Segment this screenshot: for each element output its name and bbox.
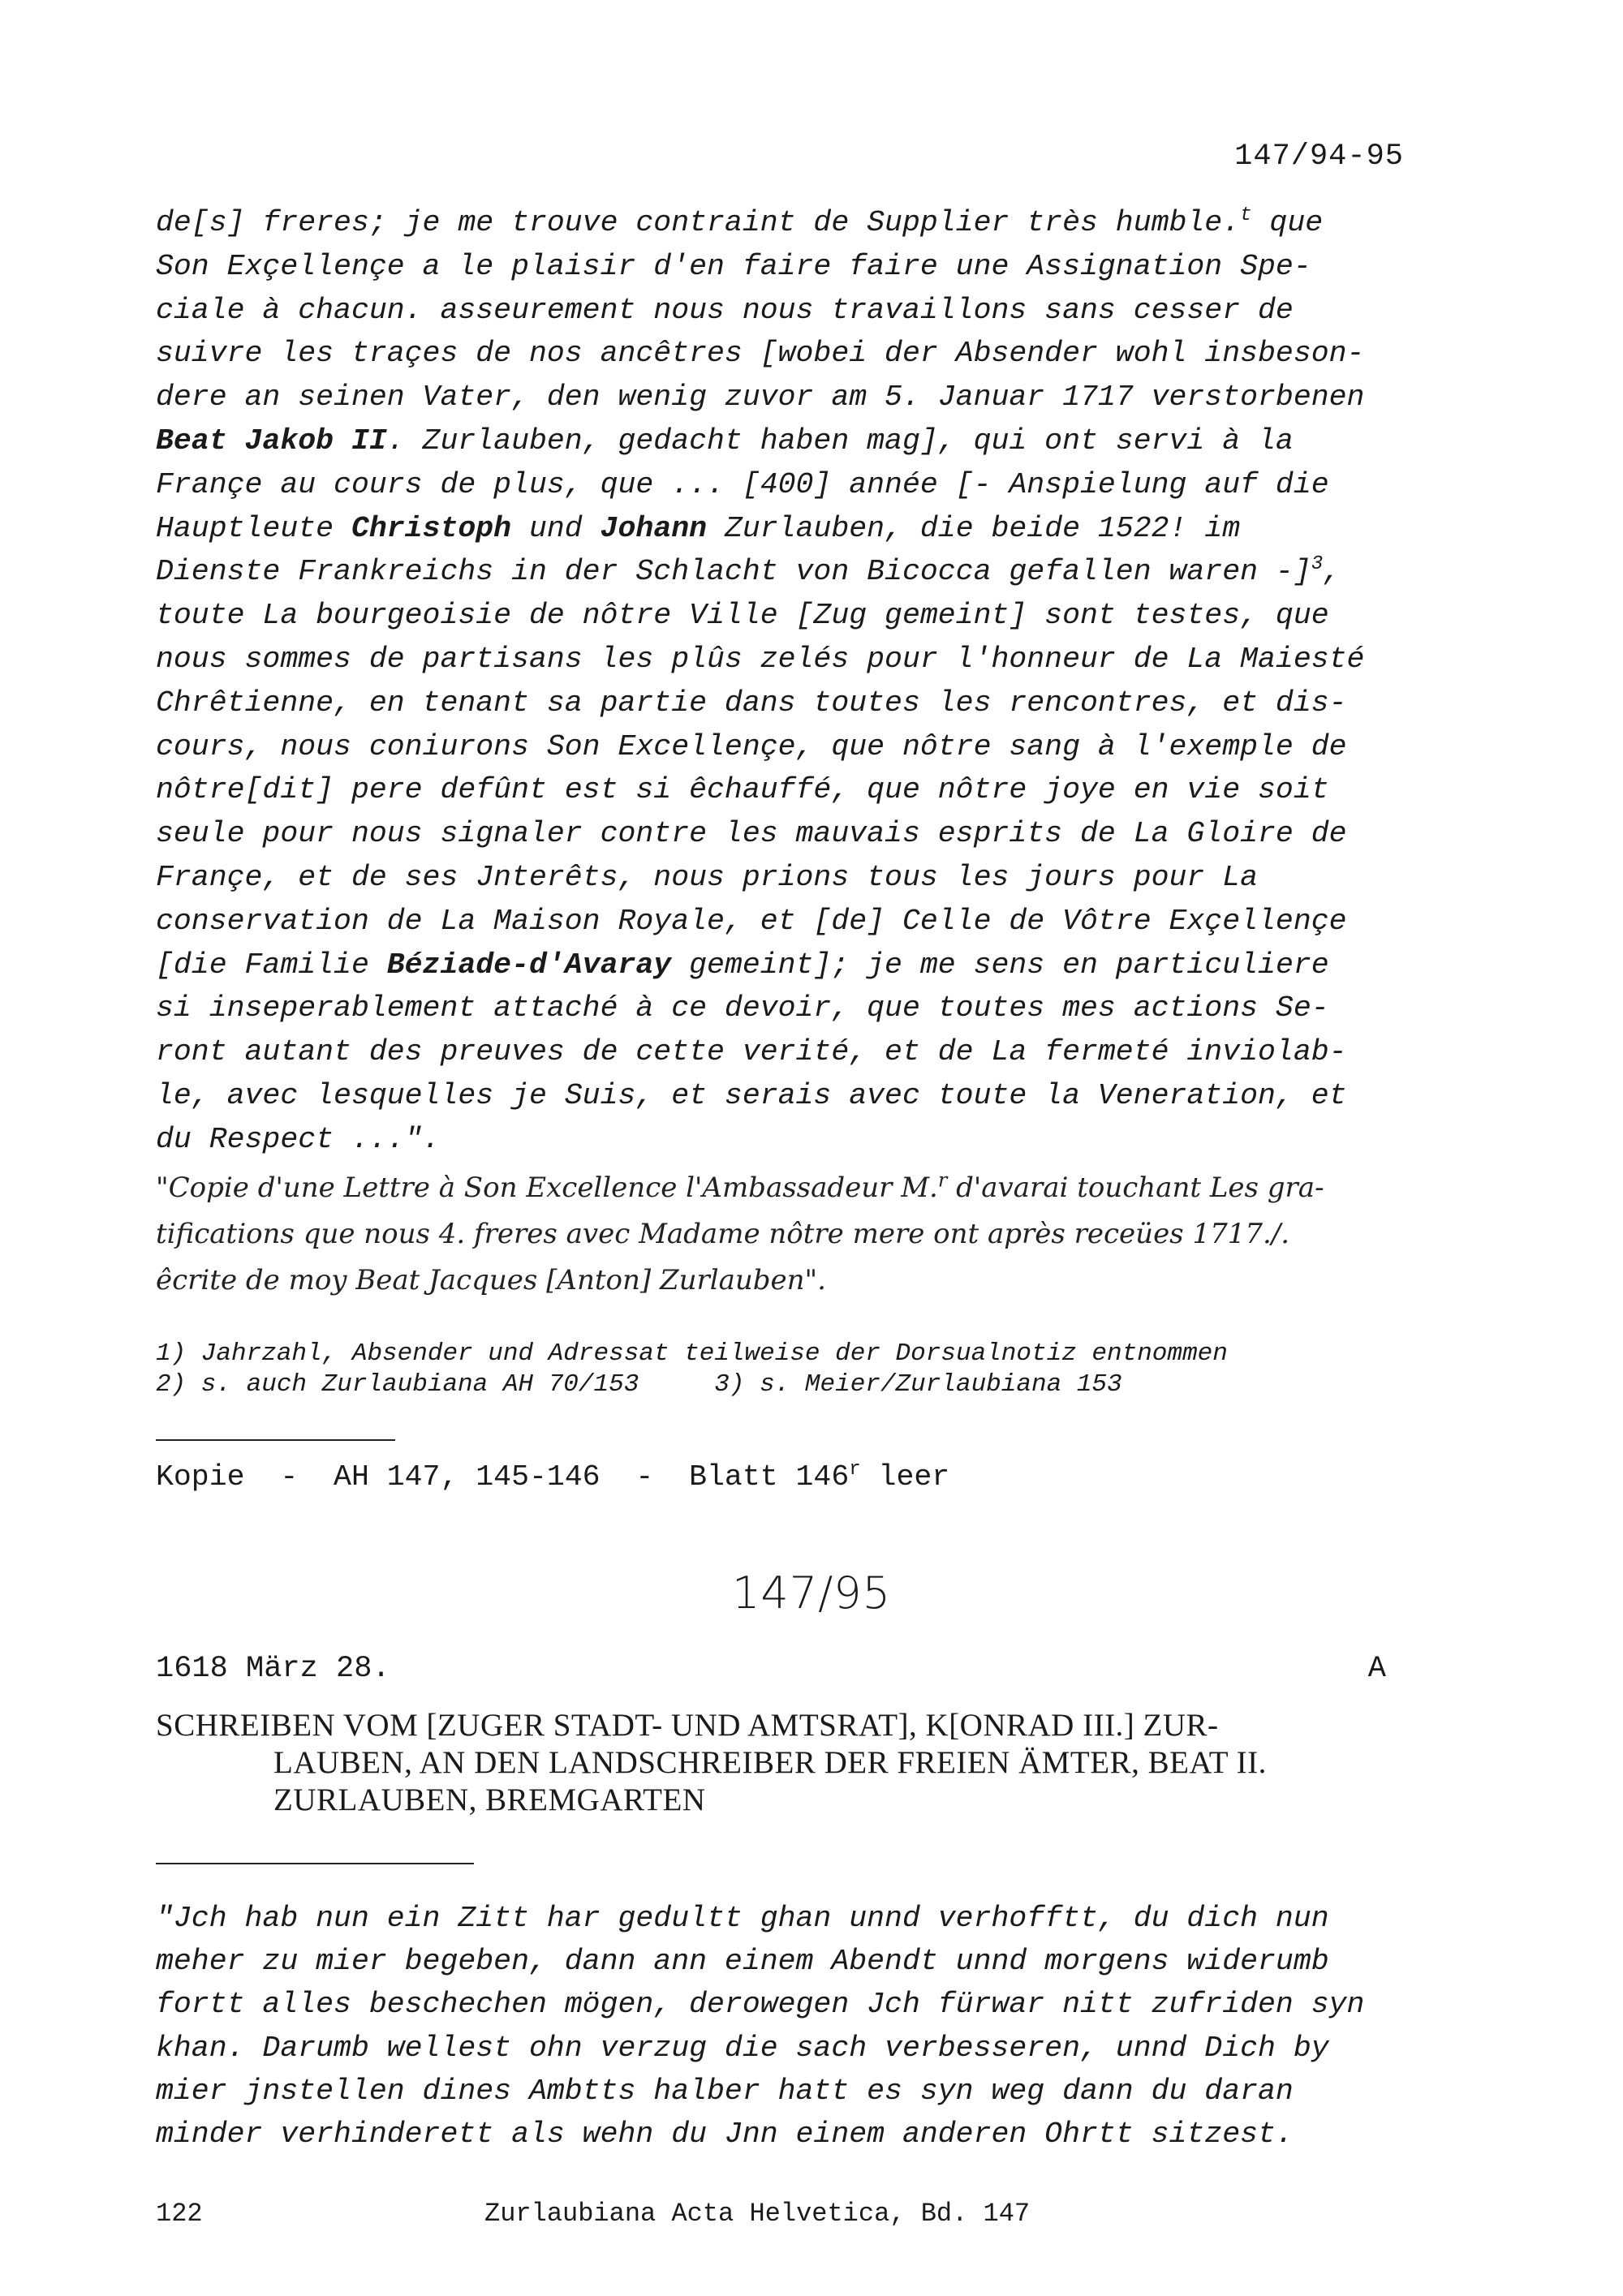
body-line: [156, 594, 1406, 638]
divider: [156, 1863, 474, 1864]
text-line: fortt alles beschechen mögen, derowegen Jch fürwar nitt zufriden syn: [156, 1988, 1365, 2022]
copy-note-suffix: leer: [860, 1460, 950, 1494]
body-line: [156, 768, 1406, 812]
text-run: cours, nous coniurons Son Excellençe, que nôtre sang à l'exemple de: [156, 729, 1347, 763]
text-run: ,: [1323, 555, 1341, 589]
text-run: Zurlauben, die beide 1522! im: [707, 511, 1241, 545]
text-run: nous sommes de partisans les plûs zelés pour l'honneur de La Maiesté: [156, 642, 1365, 676]
divider: [156, 1439, 395, 1441]
document-title: [156, 1707, 1422, 1819]
copy-note-sup: r: [849, 1458, 861, 1481]
series-title: Zurlaubiana Acta Helvetica, Bd. 147: [484, 2199, 1031, 2229]
body-line: [156, 725, 1406, 769]
letter-body-continuation: [156, 201, 1406, 1162]
text-run: Chrêtienne, en tenant sa partie dans toutes les rencontres, et dis-: [156, 686, 1347, 720]
body-line: [156, 550, 1406, 594]
dorsal-note: [156, 1165, 1422, 1304]
body-line: [156, 1074, 1406, 1118]
footnote-1: 1) Jahrzahl, Absender und Adressat teilweise der Dorsualnotiz entnommen: [156, 1339, 1228, 1368]
text-run: Françe au cours de plus, que ... [400] année [- Anspielung auf die: [156, 467, 1329, 501]
text-run: du Respect ...".: [156, 1122, 441, 1156]
page-number: 122: [156, 2199, 203, 2229]
text-run: gemeint]; je me sens en particuliere: [671, 948, 1329, 982]
superscript: r: [937, 1168, 948, 1192]
body-line: [156, 638, 1406, 681]
body-line: [156, 332, 1406, 376]
text-run: Dienste Frankreichs in der Schlacht von Bicocca gefallen waren -]: [156, 555, 1311, 589]
body-line: [156, 681, 1406, 725]
body-line: [156, 376, 1406, 419]
title-line: ZURLAUBEN, BREMGARTEN: [273, 1782, 706, 1817]
footnotes: [156, 1339, 1228, 1400]
text-line: meher zu mier begeben, dann ann einem Abendt unnd morgens widerumb: [156, 1945, 1329, 1979]
bold-name: Beat Jakob II: [156, 424, 387, 458]
body-line: [156, 900, 1406, 944]
body-line: [156, 289, 1406, 333]
copy-note-text: Kopie - AH 147, 145-146 - Blatt 146: [156, 1460, 850, 1494]
document-date: 1618 März 28.: [156, 1652, 390, 1686]
text-line: minder verhinderett als wehn du Jnn einem anderen Ohrtt sitzest.: [156, 2118, 1294, 2152]
text-run: Hauptleute: [156, 511, 351, 545]
dorsal-line: [156, 1258, 1422, 1304]
superscript: 3: [1311, 553, 1324, 576]
document-marker: A: [1367, 1652, 1386, 1686]
document-number: 147/95: [732, 1567, 891, 1619]
text-run: "Copie d'une Lettre à Son Excellence l'Ambassadeur M.: [156, 1172, 938, 1204]
body-line: [156, 419, 1406, 463]
letter-text: [156, 1897, 1422, 2156]
body-line: [156, 201, 1406, 245]
text-run: Françe, et de ses Jnterêts, nous prions tous les jours pour La: [156, 860, 1259, 894]
bold-name: Béziade-d'Avaray: [386, 948, 672, 982]
body-line: [156, 463, 1406, 507]
text-run: tifications que nous 4. freres avec Madame nôtre mere ont après receües 1717./.: [156, 1218, 1290, 1250]
text-run: dere an seinen Vater, den wenig zuvor am 5. Januar 1717 verstorbenen: [156, 381, 1365, 415]
body-line: [156, 1030, 1406, 1074]
text-run: . Zurlauben, gedacht haben mag], qui ont servi à la: [386, 424, 1294, 458]
body-line: [156, 812, 1406, 856]
body-line: [156, 856, 1406, 900]
text-run: [die Familie: [156, 948, 387, 982]
page-reference: 147/94-95: [1234, 140, 1404, 174]
footnote-2-3: 2) s. auch Zurlaubiana AH 70/153 3) s. Meier/Zurlaubiana 153: [156, 1370, 1122, 1399]
bold-name: Johann: [600, 511, 708, 545]
text-run: êcrite de moy Beat Jacques [Anton] Zurlauben".: [156, 1264, 826, 1296]
text-run: ciale à chacun. asseurement nous nous travaillons sans cesser de: [156, 293, 1294, 327]
body-line: [156, 1118, 1406, 1162]
text-run: nôtre[dit] pere defûnt est si êchauffé, que nôtre joye en vie soit: [156, 773, 1329, 807]
superscript: t: [1240, 204, 1252, 226]
text-run: und: [511, 511, 601, 545]
text-run: que: [1251, 206, 1324, 239]
body-line: [156, 245, 1406, 289]
title-line: SCHREIBEN VOM [ZUGER STADT- UND AMTSRAT], K[ONRAD III.] ZUR-: [156, 1708, 1219, 1743]
text-run: d'avarai touchant Les gra-: [947, 1172, 1324, 1204]
title-line: LAUBEN, AN DEN LANDSCHREIBER DER FREIEN ÄMTER, BEAT II.: [273, 1745, 1267, 1780]
text-run: seule pour nous signaler contre les mauvais esprits de La Gloire de: [156, 817, 1347, 851]
text-run: suivre les traçes de nos ancêtres [wobei der Absender wohl insbeson-: [156, 337, 1365, 371]
copy-note: [156, 1460, 949, 1494]
dorsal-line: [156, 1211, 1422, 1258]
text-run: ront autant des preuves de cette verité, et de La fermeté inviolab-: [156, 1035, 1347, 1069]
text-run: de[s] freres; je me trouve contraint de Supplier très humble.: [156, 206, 1241, 239]
body-line: [156, 944, 1406, 987]
text-run: toute La bourgeoisie de nôtre Ville [Zug gemeint] sont testes, que: [156, 599, 1329, 633]
text-run: conservation de La Maison Royale, et [de] Celle de Vôtre Exçellençe: [156, 904, 1347, 938]
text-line: mier jnstellen dines Ambtts halber hatt es syn weg dann du daran: [156, 2074, 1294, 2108]
bold-name: Christoph: [351, 511, 512, 545]
text-run: Son Exçellençe a le plaisir d'en faire faire une Assignation Spe-: [156, 249, 1311, 283]
body-line: [156, 987, 1406, 1030]
text-run: si inseperablement attaché à ce devoir, que toutes mes actions Se-: [156, 991, 1329, 1025]
text-line: "Jch hab nun ein Zitt har gedultt ghan unnd verhofftt, du dich nun: [156, 1902, 1329, 1935]
dorsal-line: [156, 1165, 1422, 1211]
text-line: khan. Darumb wellest ohn verzug die sach verbesseren, unnd Dich by: [156, 2031, 1329, 2065]
text-run: le, avec lesquelles je Suis, et serais avec toute la Veneration, et: [156, 1078, 1347, 1112]
body-line: [156, 507, 1406, 551]
